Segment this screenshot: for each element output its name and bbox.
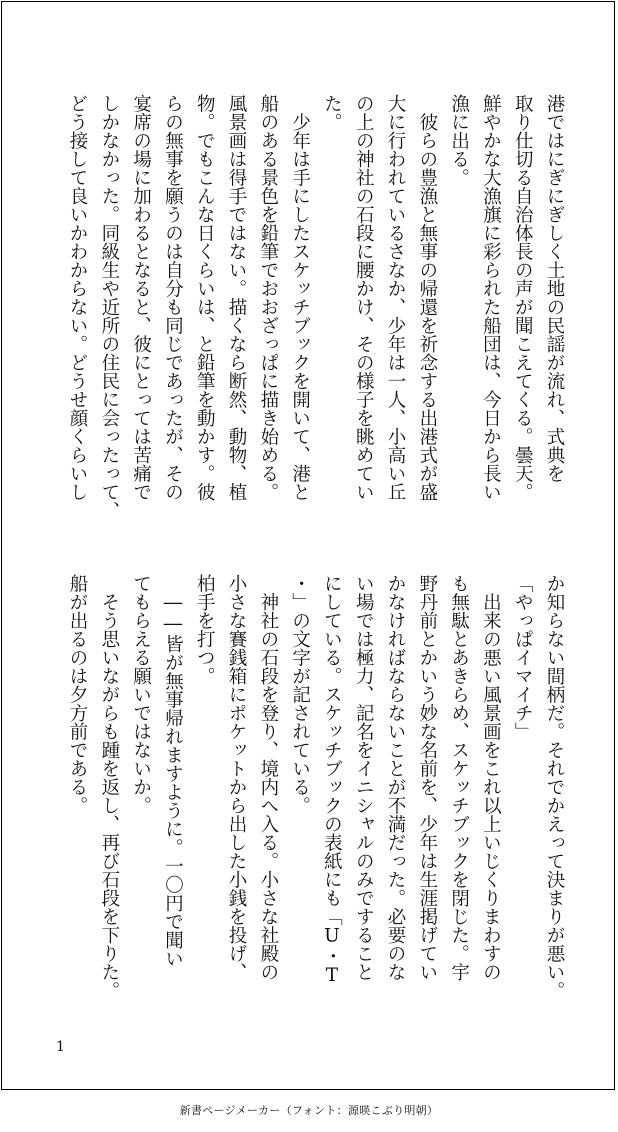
page-number: 1	[56, 1039, 65, 1055]
text-line: 宴席の場に加わるとなると、彼にとっては苦痛で	[130, 94, 152, 501]
text-line: にしている。スケッチブックの表紙にも「U・T	[321, 574, 343, 986]
text-line: 物。でもこんな日くらいは、と鉛筆を動かす。彼	[194, 94, 216, 501]
text-line: しかなかった。同級生や近所の住民に会ったって、	[98, 94, 120, 520]
text-line: 港ではにぎにぎしく土地の民謡が流れ、式典を	[544, 94, 565, 483]
text-line: 鮮やかな大漁旗に彩られた船団は、今日から長い	[480, 94, 502, 501]
text-line: の上の神社の石段に腰かけ、その様子を眺めてい	[353, 94, 375, 501]
text-line: 風景画は得手ではない。描くなら断然、動物、植	[226, 94, 248, 501]
text-line: 漁に出る。	[448, 94, 470, 187]
text-line: い場では極力、記名をイニシャルのみですること	[353, 574, 375, 981]
text-line: 出来の悪い風景画をこれ以上いじくりまわすの	[480, 574, 502, 981]
text-line: てもらえる願いではないか。	[130, 574, 152, 815]
text-line: そう思いながらも踵を返し、再び石段を下りた。	[98, 574, 120, 1000]
text-line: た。	[321, 94, 343, 131]
text-block-bottom	[60, 574, 570, 1004]
text-line: かなければならないことが不満だった。必要のな	[385, 574, 407, 981]
text-line: か知らない間柄だ。それでかえって決まりが悪い。	[544, 574, 565, 1000]
text-line: ――皆が無事帰れますように。一〇円で聞い	[162, 574, 184, 968]
text-line: 取り仕切る自治体長の声が聞こえてくる。曇天。	[512, 94, 534, 501]
text-line: 野丹前とかいう妙な名前を、少年は生涯掲げてい	[416, 574, 438, 981]
text-line: 神社の石段を登り、境内へ入る。小さな社殿の	[257, 574, 279, 981]
text-block-top	[60, 94, 570, 524]
text-line: 船のある景色を鉛筆でおおざっぱに描き始める。	[257, 94, 279, 501]
text-line: らの無事を願うのは自分も同じであったが、その	[162, 94, 184, 501]
text-line: 彼らの豊漁と無事の帰還を祈念する出港式が盛	[416, 94, 438, 501]
text-line: 少年は手にしたスケッチブックを開いて、港と	[289, 94, 311, 501]
text-line: 「やっぱイマイチ」	[512, 574, 534, 741]
page-frame	[1, 1, 615, 1090]
text-line: 小さな賽銭箱にポケットから出した小銭を投げ、	[226, 574, 248, 981]
text-line: 柏手を打つ。	[194, 574, 216, 685]
text-line: どう接して良いかわからない。どうせ顔くらいし	[67, 94, 89, 501]
text-line: ・」の文字が記されている。	[289, 574, 311, 815]
footer-credit: 新書ページメーカー（フォント：源暎こぶり明朝）	[179, 1104, 439, 1117]
text-line: 大に行われているさなか、少年は一人、小高い丘	[385, 94, 407, 501]
text-line: 船が出るのは夕方前である。	[67, 574, 89, 815]
text-line: も無駄とあきらめ、スケッチブックを閉じた。宇	[448, 574, 470, 981]
